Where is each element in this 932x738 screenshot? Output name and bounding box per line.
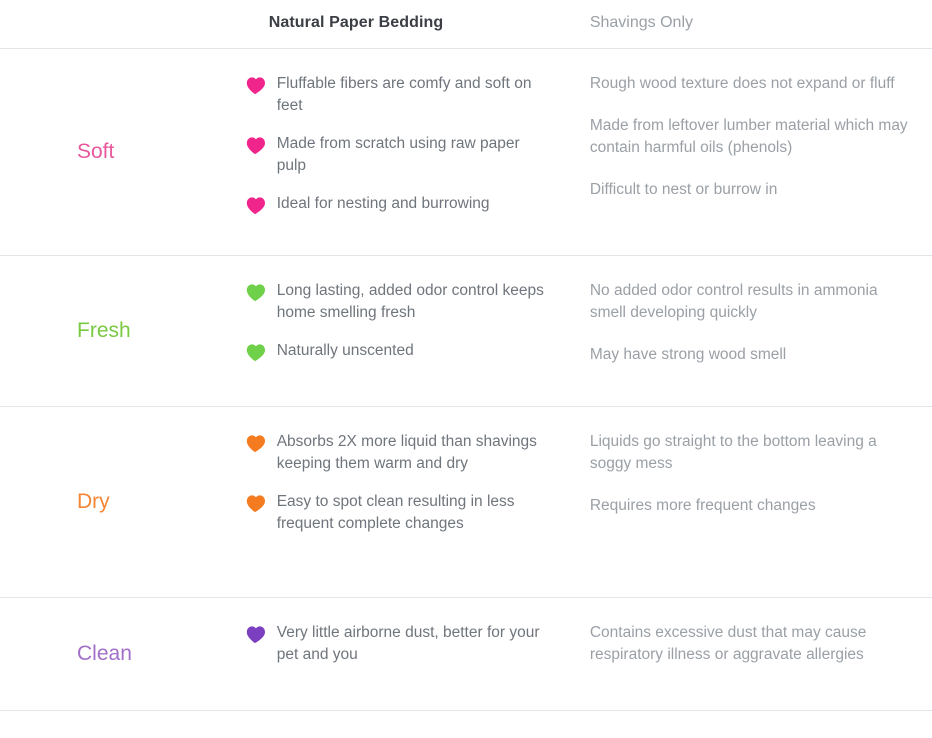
primary-point-list [244, 73, 548, 217]
row-label-cell [0, 407, 217, 598]
list-item-text: Made from scratch using raw paper pulp [276, 135, 520, 174]
heart-icon [244, 282, 266, 304]
list-item: No added odor control results in ammonia smell developing quickly [589, 282, 878, 321]
primary-point-list [244, 431, 548, 535]
list-item: Requires more frequent changes [589, 497, 816, 514]
bottom-rule-cell [217, 711, 573, 713]
table-header-row [0, 0, 932, 49]
row-other-cell [573, 598, 932, 711]
heart-icon [244, 493, 266, 515]
primary-point-list [244, 280, 548, 364]
list-item: Made from leftover lumber material which may contain harmful oils (phenols) [589, 117, 908, 156]
list-item: May have strong wood smell [589, 346, 787, 363]
row-label-cell [0, 49, 217, 256]
other-point-list [590, 431, 912, 517]
other-point-list [590, 280, 912, 366]
primary-point-list [244, 622, 548, 666]
header-other-label: Shavings Only [589, 14, 693, 31]
row-label-soft: Soft [77, 140, 115, 163]
list-item [244, 340, 548, 364]
list-item-text: Fluffable fibers are comfy and soft on feet [276, 75, 532, 114]
heart-icon [244, 433, 266, 455]
header-primary-column [217, 0, 573, 49]
table-row [0, 49, 932, 256]
row-label-dry: Dry [77, 490, 110, 513]
list-item [244, 193, 548, 217]
list-item: Liquids go straight to the bottom leaving a soggy mess [589, 433, 877, 472]
table-row [0, 256, 932, 407]
header-empty-cell [0, 0, 217, 49]
heart-icon [244, 135, 266, 157]
table-row [0, 598, 932, 711]
list-item-text: Long lasting, added odor control keeps home smelling fresh [276, 282, 544, 321]
list-item-text: Ideal for nesting and burrowing [276, 195, 490, 212]
list-item-text: Very little airborne dust, better for your pet and you [276, 624, 540, 663]
list-item: Rough wood texture does not expand or fluff [589, 75, 895, 92]
list-item [244, 491, 548, 535]
heart-icon [244, 195, 266, 217]
row-label-cell [0, 598, 217, 711]
heart-icon [244, 342, 266, 364]
table-row [0, 407, 932, 598]
list-item [244, 431, 548, 475]
bottom-rule-cell [573, 711, 932, 713]
list-item: Difficult to nest or burrow in [589, 181, 778, 198]
row-other-cell [573, 407, 932, 598]
list-item-text: Absorbs 2X more liquid than shavings keeping them warm and dry [276, 433, 537, 472]
list-item-text: Easy to spot clean resulting in less frequent complete changes [276, 493, 515, 532]
row-primary-cell [217, 49, 573, 256]
row-label-fresh: Fresh [77, 319, 131, 342]
bottom-rule-cell [0, 711, 217, 713]
row-other-cell [573, 256, 932, 407]
list-item [244, 133, 548, 177]
row-label-cell [0, 256, 217, 407]
list-item-text: Naturally unscented [276, 342, 414, 359]
other-point-list [590, 73, 912, 201]
heart-icon [244, 624, 266, 646]
list-item [244, 622, 548, 666]
table-bottom-rule [0, 711, 932, 713]
heart-icon [244, 75, 266, 97]
header-other-column [573, 0, 932, 49]
header-primary-label: Natural Paper Bedding [268, 14, 444, 31]
list-item [244, 73, 548, 117]
list-item: Contains excessive dust that may cause respiratory illness or aggravate allergies [589, 624, 867, 663]
other-point-list [590, 622, 912, 666]
row-label-clean: Clean [77, 642, 132, 665]
row-primary-cell [217, 407, 573, 598]
row-other-cell [573, 49, 932, 256]
row-primary-cell [217, 598, 573, 711]
list-item [244, 280, 548, 324]
row-primary-cell [217, 256, 573, 407]
